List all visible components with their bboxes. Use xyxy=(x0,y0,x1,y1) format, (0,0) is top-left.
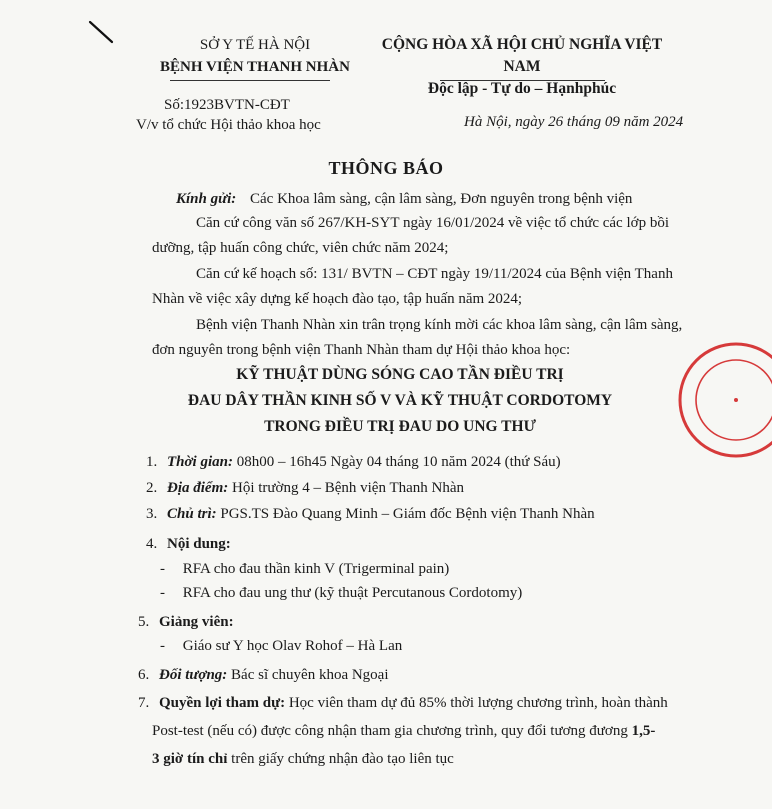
hospital-name: BỆNH VIỆN THANH NHÀN xyxy=(160,59,350,75)
document-subject: V/v tổ chức Hội thảo khoa học xyxy=(136,117,321,133)
recipient-value: Các Khoa lâm sàng, cận lâm sàng, Đơn nguyên trong bệnh viện xyxy=(250,191,633,207)
benefit-text: Post-test (nếu có) được công nhận tham gia chương trình, quy đổi tương đương xyxy=(152,723,632,739)
item-number: 1. xyxy=(146,454,158,470)
item-label: Thời gian: xyxy=(167,454,233,470)
bullet-text: RFA cho đau thần kinh V (Trigerminal pain) xyxy=(182,561,450,577)
item-number: 2. xyxy=(146,480,158,496)
recipient-line xyxy=(176,191,632,208)
paragraph-1-line-2: dưỡng, tập huấn công chức, viên chức năm 2024; xyxy=(152,240,449,256)
document-title: THÔNG BÁO xyxy=(328,158,444,178)
paragraph-2-line-2: Nhàn về việc xây dựng kế hoạch đào tạo, tập huấn năm 2024; xyxy=(152,291,523,307)
country-name: CỘNG HÒA XÃ HỘI CHỦ NGHĨA VIỆT NAM xyxy=(381,36,663,75)
item-label: Đối tượng: xyxy=(159,667,228,683)
bullet-text: Giáo sư Y học Olav Rohof – Hà Lan xyxy=(182,638,403,654)
item-label: Chủ trì: xyxy=(167,506,217,522)
item-label: Nội dung: xyxy=(167,536,231,552)
benefit-text: trên giấy chứng nhận đào tạo liên tục xyxy=(227,751,454,767)
issuer-underline xyxy=(170,80,330,81)
agency-name: SỞ Y TẾ HÀ NỘI xyxy=(199,37,311,53)
bullet-dash: - xyxy=(160,638,165,654)
bullet-text: RFA cho đau ung thư (kỹ thuật Percutanous Cordotomy) xyxy=(182,585,523,601)
document-number: Số:1923BVTN-CĐT xyxy=(164,97,290,113)
bullet-dash: - xyxy=(160,585,165,601)
item-value: PGS.TS Đào Quang Minh – Giám đốc Bệnh viện Thanh Nhàn xyxy=(216,506,595,522)
item-lecturer xyxy=(138,614,234,631)
workshop-title-line-1: KỸ THUẬT DÙNG SÓNG CAO TẦN ĐIỀU TRỊ xyxy=(236,366,564,383)
motto-underline xyxy=(440,80,605,81)
bullet-dash: - xyxy=(160,561,165,577)
benefit-credit-start: 1,5- xyxy=(631,723,656,739)
workshop-title-line-3: TRONG ĐIỀU TRỊ ĐAU DO UNG THƯ xyxy=(264,418,536,435)
item-location xyxy=(146,480,464,497)
item-content xyxy=(146,536,231,553)
content-bullet xyxy=(160,561,449,578)
national-motto: Độc lập - Tự do – Hạnhphúc xyxy=(427,80,617,97)
item-value: Bác sĩ chuyên khoa Ngoại xyxy=(227,667,389,683)
red-seal-stamp xyxy=(676,340,772,460)
item-number: 3. xyxy=(146,506,158,522)
paragraph-3-line-1: Bệnh viện Thanh Nhàn xin trân trọng kính mời các khoa lâm sàng, cận lâm sàng, xyxy=(196,317,683,333)
paragraph-1-line-1: Căn cứ công văn số 267/KH-SYT ngày 16/01/2024 về việc tổ chức các lớp bồi xyxy=(196,215,669,231)
item-label: Giảng viên: xyxy=(159,614,234,630)
item-label: Quyền lợi tham dự: xyxy=(159,695,286,711)
issuer-block xyxy=(150,34,360,78)
content-bullet xyxy=(160,585,522,602)
corner-pen-mark xyxy=(88,20,114,44)
item-value: Hội trường 4 – Bệnh viện Thanh Nhàn xyxy=(228,480,465,496)
benefit-credit-end: 3 giờ tín chỉ xyxy=(152,751,228,767)
item-chair xyxy=(146,506,595,523)
item-value: 08h00 – 16h45 Ngày 04 tháng 10 năm 2024 (thứ Sáu) xyxy=(232,454,561,470)
paragraph-2-line-1: Căn cứ kế hoạch số: 131/ BVTN – CĐT ngày 19/11/2024 của Bệnh viện Thanh xyxy=(196,266,673,282)
recipient-label: Kính gửi: xyxy=(176,191,237,207)
benefit-line-2 xyxy=(152,723,655,740)
item-time xyxy=(146,454,561,471)
lecturer-bullet xyxy=(160,638,402,655)
item-number: 5. xyxy=(138,614,150,630)
item-value: Học viên tham dự đủ 85% thời lượng chương trình, hoàn thành xyxy=(285,695,668,711)
national-heading xyxy=(372,34,672,100)
item-number: 4. xyxy=(146,536,158,552)
workshop-title-line-2: ĐAU DÂY THẦN KINH SỐ V VÀ KỸ THUẬT CORDOTOMY xyxy=(187,392,613,409)
paragraph-3-line-2: đơn nguyên trong bệnh viện Thanh Nhàn tham dự Hội thảo khoa học: xyxy=(152,342,571,358)
benefit-line-3 xyxy=(152,751,454,768)
item-label: Địa điểm: xyxy=(167,480,229,496)
item-number: 7. xyxy=(138,695,150,711)
document-date: Hà Nội, ngày 26 tháng 09 năm 2024 xyxy=(464,114,684,130)
item-benefit xyxy=(138,695,668,712)
item-audience xyxy=(138,667,389,684)
item-number: 6. xyxy=(138,667,150,683)
